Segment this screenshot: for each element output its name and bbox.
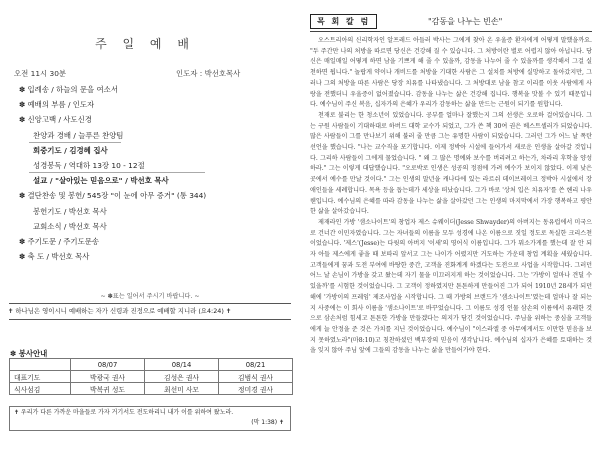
table-date-cell: 08/14	[145, 359, 219, 371]
standing-note: ~ ✽표는 일어서 주시기 바랍니다. ~	[100, 293, 200, 300]
divider	[9, 303, 291, 304]
table-cell: 김성은 권사	[145, 371, 219, 383]
service-schedule-table	[9, 358, 293, 395]
table-row	[10, 383, 293, 395]
closing-verse-reference: (막 1:38) ✝	[251, 418, 284, 426]
table-row	[10, 371, 293, 383]
table-row-label: 대표기도	[10, 371, 71, 383]
table-cell: 김범식 권사	[219, 371, 293, 383]
order-item: ✽ 결단찬송 및 봉헌/ 545장 "이 눈에 아무 증거" (통 344)	[19, 191, 207, 201]
table-date-cell: 08/07	[71, 359, 145, 371]
table-cell: 정미경 권사	[219, 383, 293, 395]
order-item: ✽ 축 도 / 박선호 목사	[19, 252, 90, 262]
column-paragraph: 오스트리아의 신리학자인 알프레드 아들러 박사는 그에게 찾아 온 우울증 환자에게 어떻게 말했을까요. "두 주간만 나의 처방을 따르면 당신은 건강해 질 수 있습니다. 그 처방이란 별로 어렵지 않아 아닙니다. 당신은 매일매일 어떻게 하면 남을 기쁘게 해 줄 수 있을까, 감동을 나누어 줄 수 있을까를 생각해서 그걸 실천하면 됩니다." 놀랍게 약이나 개비드를 처방을 기대한 사람은 그 설치를 처방에 실망하고 돌아갔지만, 그러나 그의 처방을 따른 사람은 당장 치유를 나타냈습니다. 그 처방대로 남을 참고 이리를 이웃 사람에게 사랑을 전했더니 우울증이 없어졌습니다. 감동을 나누는 삶은 건강해 집니다. 행복을 맛볼 수 있기 때문입니다. 예수님이 주신 복음, 십자가의 은혜가 우리가 감동하는 삶을 만드는 근원이 되기를 원합니다.	[310, 37, 592, 109]
table-cell: 최선미 사모	[145, 383, 219, 395]
order-item: 회중기도 / 김경혜 집사	[33, 145, 108, 155]
table-corner-cell	[10, 359, 71, 371]
column-label: 목 회 칼 럼	[310, 14, 377, 29]
pastoral-column	[310, 14, 592, 357]
order-item: 찬양과 경배 / 늘푸른 찬양팀	[19, 130, 294, 145]
table-cell: 박광국 권사	[71, 371, 145, 383]
page-title: 주 일 예 배	[95, 37, 195, 51]
service-time: 오전 11시 30분	[14, 69, 67, 78]
order-item: ✽ 주기도문 / 주기도문송	[19, 236, 99, 246]
table-header-row	[10, 359, 293, 371]
table-cell: 박복귀 성도	[71, 383, 145, 395]
order-item: 교회소식 / 박선호 목사	[33, 221, 107, 231]
service-schedule-title: ✽ 봉사안내	[10, 349, 48, 358]
column-title: "감동을 나누는 빈손"	[428, 17, 503, 26]
order-item: ✽ 예배의 부름 / 인도자	[19, 100, 95, 110]
divider	[9, 319, 291, 320]
order-item: ✽ 신앙고백 / 사도신경	[19, 115, 92, 125]
table-date-cell: 08/21	[219, 359, 293, 371]
column-paragraph: 제재라인 가방 '샘소나이트'의 창업자 제스 슈웨이더(Jesse Shwayder)의 아버지는 동유럽에서 미국으로 건너간 이민자였습니다. 그는 자녀들의 이름을 모두 성경에 나온 이름으로 짓일 정도로 독실한 크리스천이었습니다. '제스'(Jesse)는 다윗의 아버지 '이새'의 영어식 이름입니다. 그가 뭐소가게를 했는데 잘 안 되자 아들 제스에게 좋을 때 보따리 앞서고 그는 나이가 어렸지만 거도하는 가운데 창업 계획을 세웠습니다. 고객들에게 꿈과 도전 부여에 바탕한 중간, 고객을 진화계게 하겠다는 도전으로 사업을 시작합니다. 그러던 어느 날 손님이 가방을 갖고 왔는데 자기 물을 미끄러지게 하는 것이었습니다. 그는 '가방이 얼마나 견딜 수 있을까'를 시험한 것이었습니다. 그 고객이 정하였지만 튼튼하게 만들어진 그가 되어 1910년 28세가 되던 해에 '가방이의 프레임' 제조사업을 시작합니다. 그 때 가방의 브랜드가 '샘소나이트'였는데 얼마나 잘 되는지 사중에는 이 회사 이름을 '샘소나이트'로 바꾸었습니다. 그 이름도 성경 인물 삼손의 이름에서 유래한 것으로 삼손처럼 힘세고 튼튼한 가방을 만들겠다는 의지가 담긴 것이었습니다. 주님을 위하는 중심을 고객들에게 늘 안정을 준 것은 가치를 지닌 것이었습니다. 예수님이 "이스라엘 중 아무에게서도 이만한 믿음을 보지 못하였노라"(마8:10)고 칭찬하셨던 백부장의 믿음이 생각납니다. 예수님의 십자가 은혜를 토대하는 것을 잊지 않아 주님 앞에 그들의 감동을 나누는 삶을 만들어가야 한다.	[310, 218, 592, 355]
order-item: ✽ 입례송 / 하늘의 문을 여소서	[19, 85, 118, 94]
closing-verse-text: ✝ 우리가 다른 가까운 마을들로 가자 거기서도 전도하리니 내가 이를 위하여 왔노라.	[14, 409, 234, 416]
column-body	[310, 36, 592, 357]
closing-verse-box	[9, 406, 291, 431]
scripture-blessing: ✝ 하나님은 영이시니 예배하는 자가 신령과 진정으로 예배할 지니라 (요4:24) ✝	[8, 307, 232, 315]
column-header	[310, 14, 592, 28]
table-row-label: 식사섬김	[10, 383, 71, 395]
order-item: 봉헌기도 / 박선호 목사	[33, 206, 107, 216]
column-divider	[310, 31, 592, 32]
order-item: 성경봉독 / 역대하 13장 10 - 12절	[19, 160, 294, 175]
column-paragraph: 천재로 불리는 한 청소년이 있었습니다. 공부를 얼마나 잘했는지 그의 선생은 오로하 걸어있습니다. 그는 구원 사람들이 기대하대로 하버드 대학 교수가 되었고, 그가 쓴 책 30여 권은 베스트셀러가 되었습니다. 많은 사람들이 그를 만나보기 위해 불러 줄 만큼 그는 유명한 사람이 되었습니다. 그러던 그가 어느 날 폭탄선언을 했습니다. "나는 교수직을 포기합니다. 이제 정박아 시설에 들어가서 새로운 인생을 살아갈 것입니다. 그리하 사람들이 그에게 물었습니다. " 왜 그 많은 명예와 보수를 버리려고 하는가, 차라리 후학을 양성하라." 그는 이렇게 대답했습니다. "오로박로 인생은 성공의 정점에 가려 예수가 보이지 않았다. 이제 낮은 곳에서 예수를 만날 것이다." 그는 인생의 말년을 캐나다에 있는 라르쉬 데이브레이크 정박아 시설에서 장애인들을 세례합니다. 목욕 등을 돕는데가 세상을 떠났습니다. 그가 바로 '상처 입은 치유자'를 쓴 헨리 나우웬입니다. 예수님의 은혜를 따라 감동을 나누는 삶을 살아갔던 그는 인생의 마지막에서 가장 행복하고 평안한 삶을 살아갔습니다.	[310, 111, 592, 216]
service-leader: 인도자 : 박선호목사	[176, 69, 241, 78]
order-of-worship	[19, 84, 294, 266]
order-item: 설교 / "살아있는 믿음으로" / 박선호 목사	[33, 176, 169, 186]
